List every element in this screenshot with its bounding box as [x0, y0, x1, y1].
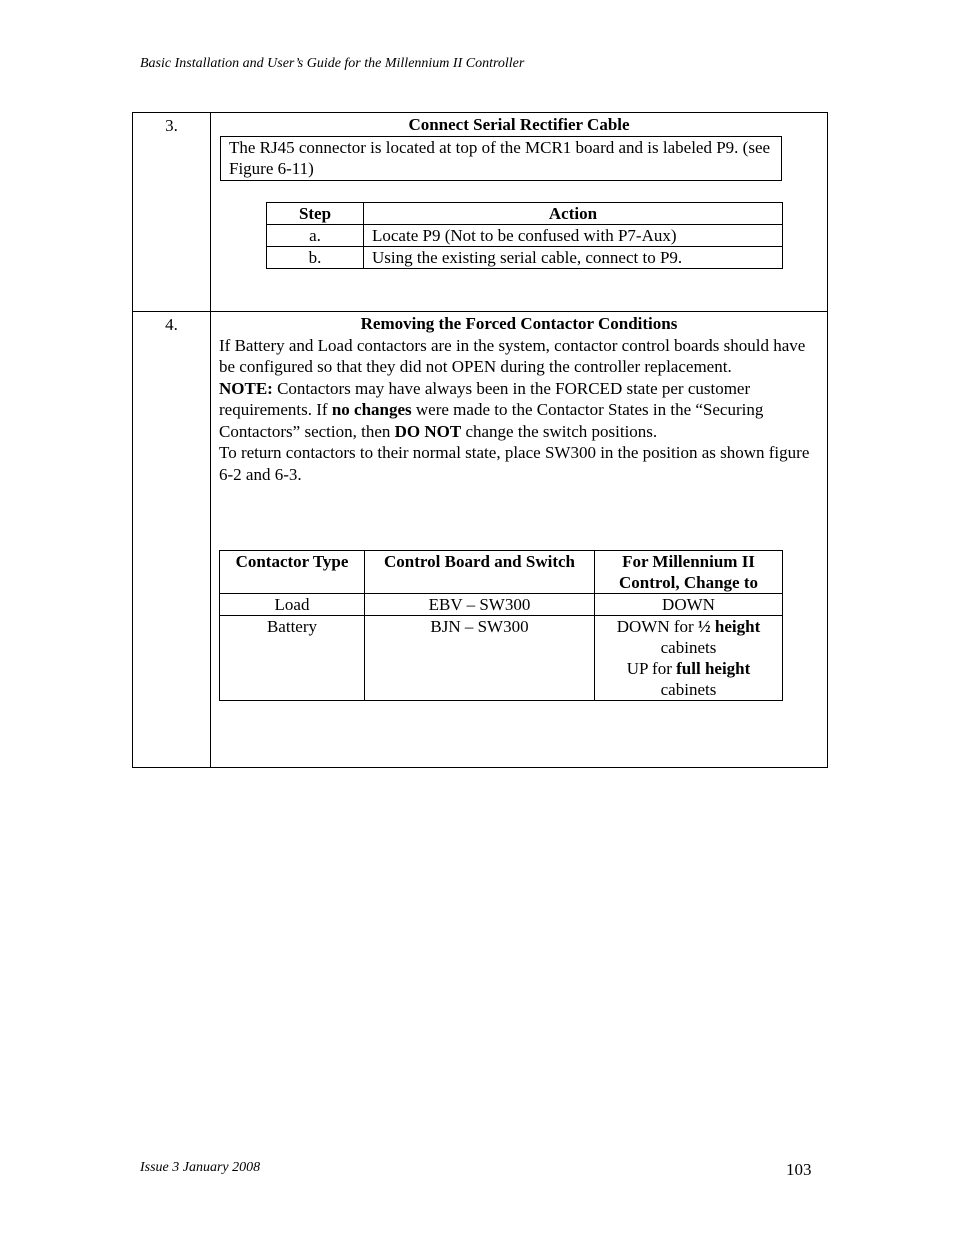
- column-header-type: Contactor Type: [220, 551, 365, 594]
- return-paragraph: To return contactors to their normal state, place SW300 in the position as shown figure 6-2 and 6-3.: [219, 443, 810, 484]
- emphasis-text: no changes: [331, 400, 412, 419]
- change-text: DOWN for: [616, 617, 698, 636]
- procedure-table: [132, 112, 828, 768]
- table-row: [267, 246, 783, 268]
- contactor-type-cell: Battery: [220, 616, 365, 701]
- board-switch-cell: BJN – SW300: [365, 616, 595, 701]
- column-header-board: Control Board and Switch: [365, 551, 595, 594]
- page-number: 103: [786, 1160, 812, 1179]
- procedure-row-4: [133, 312, 828, 768]
- table-row: [267, 224, 783, 246]
- table-row: [220, 594, 783, 616]
- section-title: Removing the Forced Contactor Conditions: [360, 314, 678, 333]
- procedure-row-3: [133, 113, 828, 312]
- running-header: Basic Installation and User’s Guide for the Millennium II Controller: [140, 56, 525, 71]
- step-cell: a.: [267, 224, 364, 246]
- table-row: [220, 616, 783, 701]
- contactor-type-cell: Load: [220, 594, 365, 616]
- emphasis-text: ½ height: [697, 617, 761, 636]
- column-header-action: Action: [364, 202, 783, 224]
- change-text: UP for: [626, 659, 677, 678]
- note-text: were made to the Contactor States in the “Securing Contactors” section, then: [219, 400, 764, 441]
- step-number: 4.: [133, 312, 211, 768]
- intro-paragraph: If Battery and Load contactors are in the system, contactor control boards should have be configured so that they did not OPEN during the controller replacement.: [219, 335, 806, 376]
- note-text: change the switch positions.: [461, 421, 658, 441]
- change-to-cell: DOWN: [595, 594, 783, 616]
- contactor-table: [219, 550, 783, 701]
- column-header-step: Step: [267, 202, 364, 224]
- step-number: 3.: [133, 113, 211, 312]
- change-text: cabinets: [660, 680, 717, 699]
- emphasis-text: DO NOT: [394, 421, 462, 441]
- step-content: [211, 113, 828, 312]
- step-cell: b.: [267, 246, 364, 268]
- emphasis-text: full height: [676, 659, 751, 678]
- column-header-change: For Millennium II Control, Change to: [595, 551, 783, 594]
- note-box: The RJ45 connector is located at top of the MCR1 board and is labeled P9. (see Figure 6-11): [220, 136, 782, 181]
- steps-table: [266, 202, 783, 269]
- footer-issue: Issue 3 January 2008: [140, 1160, 261, 1175]
- board-switch-cell: EBV – SW300: [365, 594, 595, 616]
- note-label: NOTE:: [219, 378, 273, 398]
- change-text: cabinets: [660, 638, 717, 657]
- note-paragraph: [211, 378, 827, 443]
- section-title: Connect Serial Rectifier Cable: [408, 115, 630, 134]
- step-content: [211, 312, 828, 768]
- action-cell: Locate P9 (Not to be confused with P7-Aux): [364, 224, 783, 246]
- action-cell: Using the existing serial cable, connect to P9.: [364, 246, 783, 268]
- change-to-cell: [595, 616, 783, 701]
- note-text: Contactors may have always been in the FORCED state per customer requirements. If: [219, 378, 751, 419]
